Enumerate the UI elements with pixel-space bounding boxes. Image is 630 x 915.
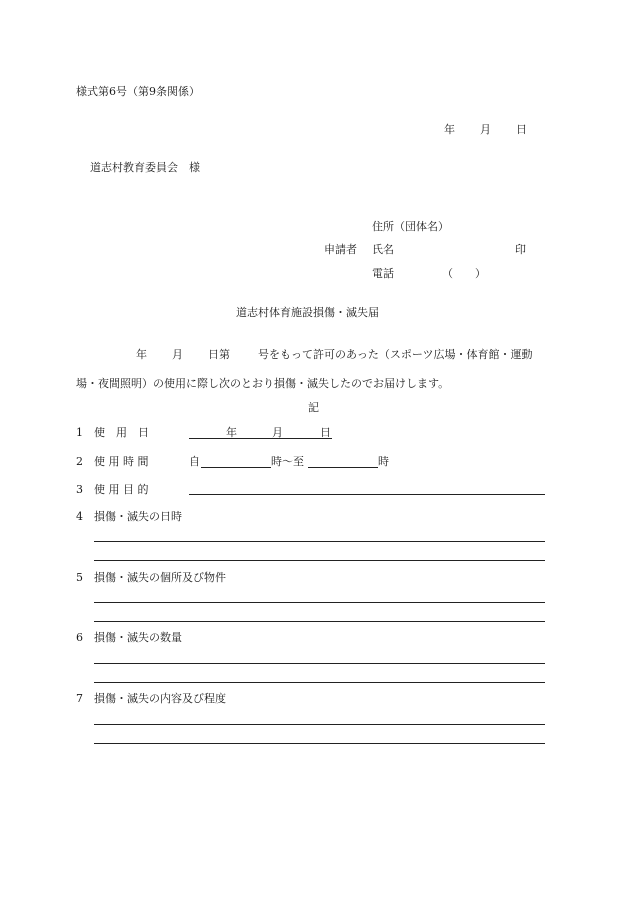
item-number: 1: [76, 426, 83, 439]
phone-paren: （ ）: [442, 267, 486, 280]
use-time-end: 時: [378, 455, 389, 468]
body-line1-rest: 号をもって許可のあった（スポーツ広場・体育館・運動: [258, 348, 533, 361]
phone-label: 電話: [372, 267, 394, 280]
ki-heading: 記: [308, 401, 319, 414]
document-title: 道志村体育施設損傷・滅失届: [236, 306, 379, 319]
use-date-underline[interactable]: [189, 438, 332, 439]
name-label: 氏名: [372, 243, 394, 256]
item-number: 3: [76, 483, 83, 496]
damage-quantity-line-1[interactable]: [94, 663, 545, 664]
use-time-to: 時〜至: [271, 455, 304, 468]
item-number: 4: [76, 510, 83, 523]
use-date-year: 年: [226, 426, 237, 439]
use-date-day: 日: [320, 426, 331, 439]
recipient: 道志村教育委員会 様: [90, 161, 200, 174]
item-number: 6: [76, 631, 83, 644]
body-line2: 場・夜間照明）の使用に際し次のとおり損傷・滅失したのでお届けします。: [76, 377, 450, 390]
damage-location-line-1[interactable]: [94, 602, 545, 603]
item-label-use-date: 使 用 日: [94, 426, 149, 439]
item-number: 2: [76, 455, 83, 468]
date-month-label: 月: [480, 123, 491, 136]
use-time-from: 自: [189, 455, 200, 468]
address-label: 住所（団体名）: [372, 220, 449, 233]
applicant-role-label: 申請者: [324, 243, 357, 256]
body-day-no: 日第: [208, 348, 230, 361]
date-year-label: 年: [444, 123, 455, 136]
item-label-use-purpose: 使 用 目 的: [94, 483, 149, 496]
use-time-start-underline[interactable]: [201, 467, 271, 468]
form-number: 様式第6号（第9条関係）: [76, 85, 200, 98]
item-number: 7: [76, 692, 83, 705]
damage-details-line-1[interactable]: [94, 724, 545, 725]
seal-label: 印: [515, 243, 526, 256]
body-month: 月: [172, 348, 183, 361]
damage-details-line-2[interactable]: [94, 743, 545, 744]
use-date-month: 月: [272, 426, 283, 439]
damage-datetime-line-1[interactable]: [94, 541, 545, 542]
damage-location-line-2[interactable]: [94, 621, 545, 622]
item-label-damage-datetime: 損傷・滅失の日時: [94, 510, 182, 523]
damage-datetime-line-2[interactable]: [94, 560, 545, 561]
use-purpose-underline[interactable]: [189, 494, 545, 495]
body-year: 年: [136, 348, 147, 361]
item-label-damage-quantity: 損傷・滅失の数量: [94, 631, 182, 644]
date-day-label: 日: [516, 123, 527, 136]
item-label-use-time: 使 用 時 間: [94, 455, 149, 468]
damage-quantity-line-2[interactable]: [94, 682, 545, 683]
item-label-damage-location: 損傷・滅失の個所及び物件: [94, 571, 226, 584]
item-label-damage-details: 損傷・滅失の内容及び程度: [94, 692, 226, 705]
item-number: 5: [76, 571, 83, 584]
use-time-end-underline[interactable]: [308, 467, 378, 468]
